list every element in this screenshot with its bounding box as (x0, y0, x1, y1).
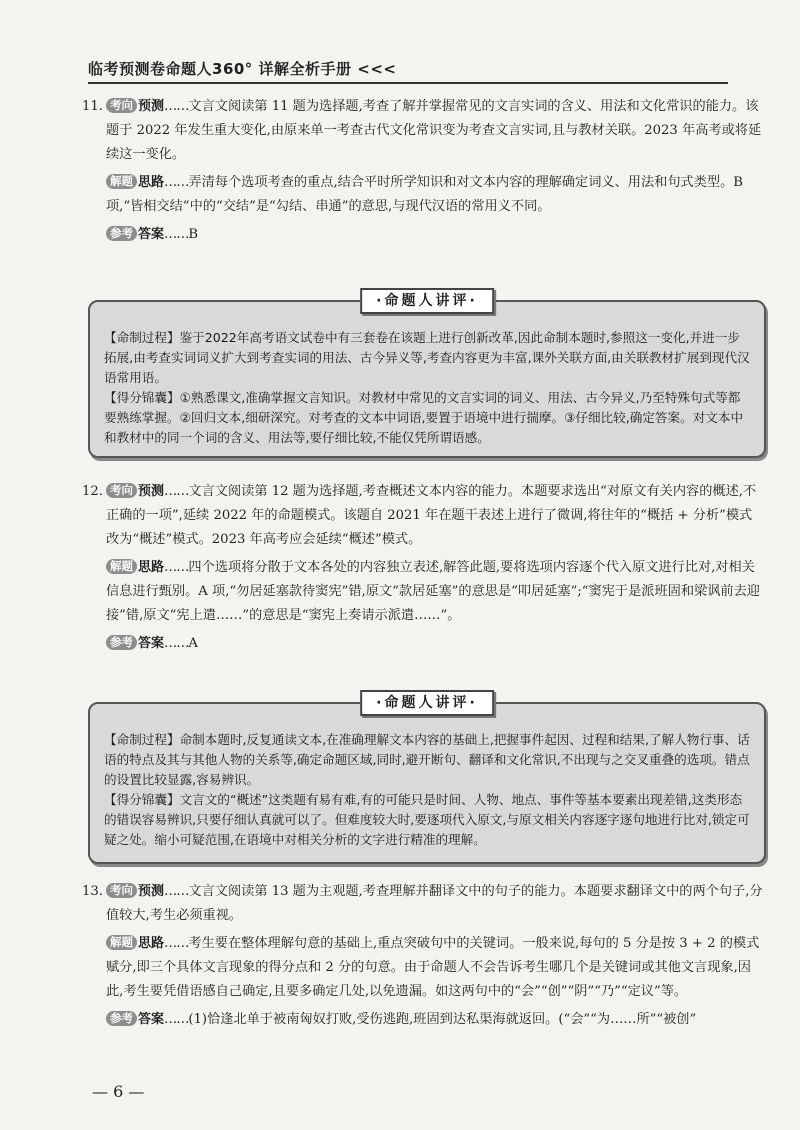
cankao-tag: 参考 (106, 1011, 137, 1026)
daan-paragraph: 参考 答案……B (88, 223, 764, 247)
panel-tips: 【得分锦囊】文言文的“概述”这类题有易有难,有的可能只是时间、人物、地点、事件等基本要素出现差错,这类形态的错误容易辨识,只要仔细认真就可以了。但难度较大时,要逐项代入原文,与原文相关内容逐字逐句地进行比对,锁定可疑之处。缩小可疑范围,在语境中对相关分析的文字进行精准的理解。 (104, 792, 750, 847)
yuce-paragraph: 考向 预测……文言文阅读第 11 题为选择题,考查了解并掌握常见的文言实词的含义、用法和文化常识的能力。该题于 2022 年发生重大变化,由原来单一考查古代文化常识变为考查文言实词,且与教材关联。2023 年高考或将延续这一变化。 (106, 98, 762, 162)
jieti-tag: 解题 (106, 559, 137, 574)
silu-paragraph: 解题 思路……四个选项将分散于文本各处的内容独立表述,解答此题,要将选项内容逐个代入原文进行比对,对相关信息进行甄别。A 项,“勿居延塞款待窦宪”错,原文“款居延塞”的意思是“叩居延塞”;“窦宪于是派班固和梁讽前去迎接”错,原文“宪上遣……”的意思是“窦宪上奏请示派遣……”。 (106, 559, 760, 623)
page-number: — 6 — (92, 1082, 145, 1101)
question-12 (82, 480, 764, 660)
kaoxiang-tag: 考向 (106, 483, 137, 498)
yuce-paragraph: 考向 预测……文言文阅读第 13 题为主观题,考查理解并翻译文中的句子的能力。本题要求翻译文中的两个句子,分值较大,考生必须重视。 (106, 883, 763, 923)
question-number: 12. (82, 484, 103, 499)
commentary-panel-1 (88, 293, 766, 458)
panel-process: 【命制过程】鉴于2022年高考语文试卷中有三套卷在该题上进行创新改革,因此命制本题时,参照这一变化,并进一步拓展,由考查实词词义扩大到考查实词的用法、古今异义等,考查内容更为丰富,课外关联方面,由关联教材扩展到现代汉语常用语。 (104, 330, 750, 385)
jieti-tag: 解题 (106, 174, 137, 189)
question-13 (82, 880, 764, 1036)
commentary-panel-2 (88, 695, 766, 864)
jieti-tag: 解题 (106, 935, 137, 950)
yuce-text: 文言文阅读第 11 题为选择题,考查了解并掌握常见的文言实词的含义、用法和文化常识的能力。该题于 2022 年发生重大变化,由原来单一考查古代文化常识变为考查文言实词,且与教材关联。2023 年高考或将延续这一变化。 (106, 99, 762, 162)
panel-title: ·命题人讲评· (360, 288, 494, 314)
silu-paragraph: 解题 思路……考生要在整体理解句意的基础上,重点突破句中的关键词。一般来说,每句的 5 分是按 3 + 2 的模式赋分,即三个具体文言现象的得分点和 2 分的句意。由于命题人不会告诉考生哪几个是关键词或其他文言现象,因此,考生要凭借语感自己确定,且要多确定几处,以免遗漏。如这两句中的“会”“创”“阴”“乃”“定议”等。 (106, 935, 760, 999)
yuce-paragraph: 考向 预测……文言文阅读第 12 题为选择题,考查概述文本内容的能力。本题要求选出“对原文有关内容的概述,不正确的一项”,延续 2022 年的命题模式。该题自 2021 年在题干表述上进行了微调,将往年的“概括 + 分析”模式改为“概述”模式。2023 年高考应会延续“概述”模式。 (106, 483, 757, 547)
silu-text: 考生要在整体理解句意的基础上,重点突破句中的关键词。一般来说,每句的 5 分是按 3 + 2 的模式赋分,即三个具体文言现象的得分点和 2 分的句意。由于命题人不会告诉考生哪几个是关键词或其他文言现象,因此,考生要凭借语感自己确定,且要多确定几处,以免遗漏。如这两句中的“会”“创”“阴”“乃”“定议”等。 (106, 936, 760, 999)
question-number: 11. (82, 99, 103, 114)
panel-title: ·命题人讲评· (360, 690, 494, 716)
silu-text: 弄清每个选项考查的重点,结合平时所学知识和对文本内容的理解确定词义、用法和句式类型。B 项,“皆相交结”中的“交结”是“勾结、串通”的意思,与现代汉语的常用义不同。 (106, 175, 743, 214)
kaoxiang-tag: 考向 (106, 883, 137, 898)
cankao-tag: 参考 (106, 226, 137, 241)
daan-paragraph: 参考 答案……A (88, 632, 764, 656)
panel-tips: 【得分锦囊】①熟悉课文,准确掌握文言知识。对教材中常见的文言实词的词义、用法、古今异义,乃至特殊句式等都要熟练掌握。②回归文本,细研深究。对考查的文本中词语,要置于语境中进行揣摩。③仔细比较,确定答案。对文本中和教材中的同一个词的含义、用法等,要仔细比较,不能仅凭所谓语感。 (104, 390, 744, 445)
yuce-text: 文言文阅读第 12 题为选择题,考查概述文本内容的能力。本题要求选出“对原文有关内容的概述,不正确的一项”,延续 2022 年的命题模式。该题自 2021 年在题干表述上进行了微调,将往年的“概括 + 分析”模式改为“概述”模式。2023 年高考应会延续“概述”模式。 (106, 484, 757, 547)
cankao-tag: 参考 (106, 635, 137, 650)
question-11 (82, 95, 764, 251)
silu-paragraph: 解题 思路……弄清每个选项考查的重点,结合平时所学知识和对文本内容的理解确定词义、用法和句式类型。B 项,“皆相交结”中的“交结”是“勾结、串通”的意思,与现代汉语的常用义不同。 (106, 174, 743, 214)
daan-paragraph: 参考 答案……(1)恰逢北单于被南匈奴打败,受伤逃跑,班固到达私渠海就返回。(“会”“为……所”“被创” (88, 1008, 764, 1032)
yuce-text: 文言文阅读第 13 题为主观题,考查理解并翻译文中的句子的能力。本题要求翻译文中的两个句子,分值较大,考生必须重视。 (106, 884, 763, 923)
daan-text: (1)恰逢北单于被南匈奴打败,受伤逃跑,班固到达私渠海就返回。(“会”“为……所”“被创” (188, 1012, 697, 1027)
panel-process: 【命制过程】命制本题时,反复通读文本,在准确理解文本内容的基础上,把握事件起因、过程和结果,了解人物行事、话语的特点及其与其他人物的关系等,确定命题区域,同时,避开断句、翻译和文化常识,不出现与之交叉重叠的选项。错点的设置比较显露,容易辨识。 (104, 732, 750, 787)
kaoxiang-tag: 考向 (106, 98, 137, 113)
page-header: 临考预测卷命题人360° 详解全析手册 <<< (88, 58, 728, 84)
daan-text: B (188, 227, 199, 242)
question-number: 13. (82, 884, 103, 899)
silu-text: 四个选项将分散于文本各处的内容独立表述,解答此题,要将选项内容逐个代入原文进行比对,对相关信息进行甄别。A 项,“勿居延塞款待窦宪”错,原文“款居延塞”的意思是“叩居延塞”;“窦宪于是派班固和梁讽前去迎接”错,原文“宪上遣……”的意思是“窦宪上奏请示派遣……”。 (106, 560, 760, 623)
daan-text: A (188, 636, 198, 651)
